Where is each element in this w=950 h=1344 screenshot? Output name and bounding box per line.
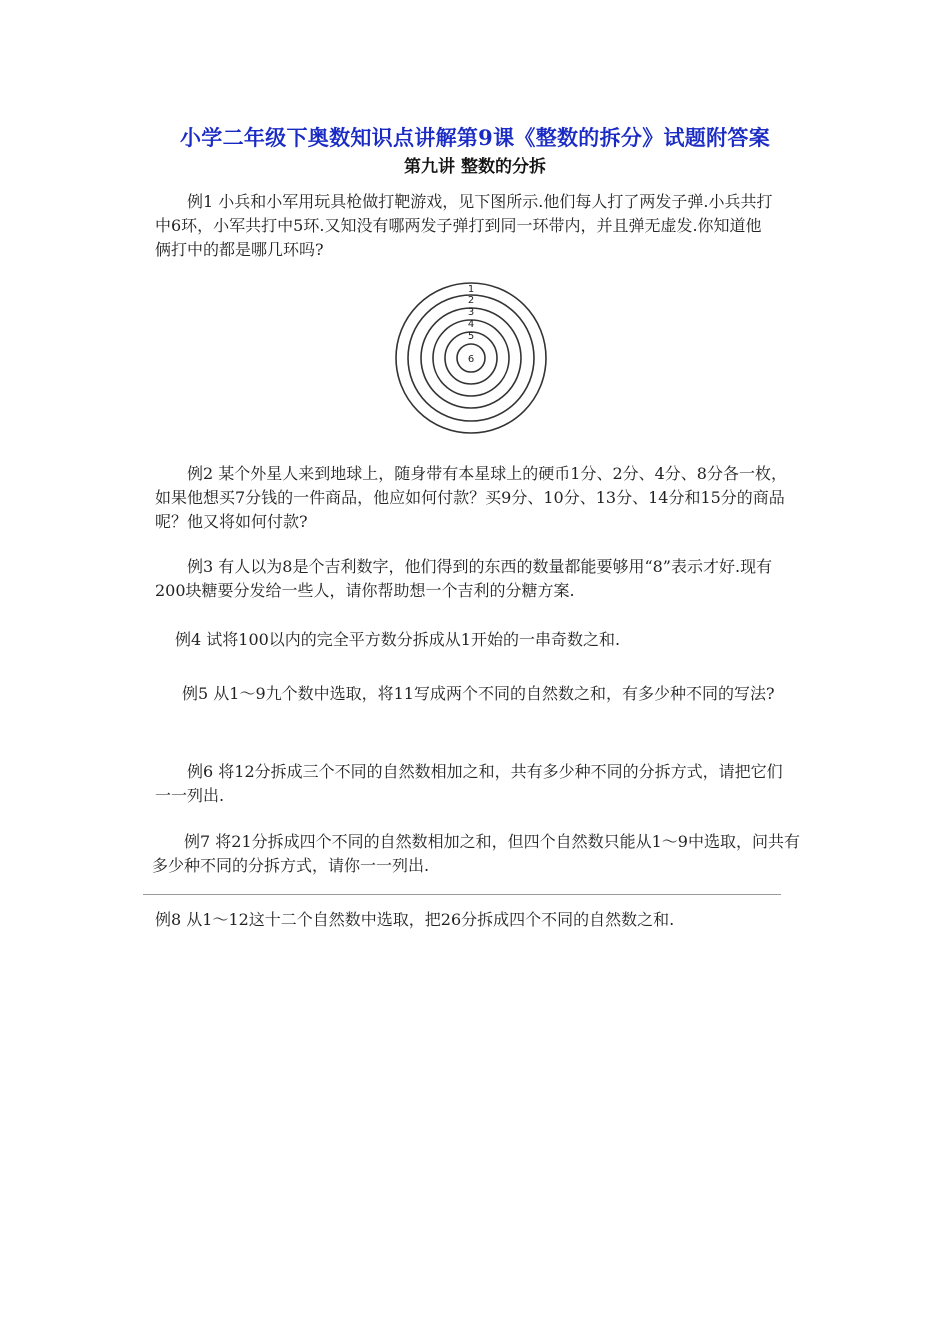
lecture-title: 第九讲 整数的分拆 (404, 157, 546, 177)
example-3: 例3 有人以为8是个吉利数字，他们得到的东西的数量都能要够用“8”表示才好.现有200块糖要分发给一些人，请你帮助想一个吉利的分糖方案. (155, 557, 773, 600)
ring-label-3: 3 (467, 307, 475, 318)
example-2: 例2 某个外星人来到地球上，随身带有本星球上的硬币1分、2分、4分、8分各一枚，如果他想买7分钱的一件商品，他应如何付款？买9分、10分、13分、14分和15分的商品呢？他又将如何付款? (155, 464, 787, 531)
document-title: 小学二年级下奥数知识点讲解第9课《整数的拆分》试题附答案 (179, 125, 770, 150)
ring-label-4: 4 (467, 319, 475, 330)
example-4: 例4 试将100以内的完全平方数分拆成从1开始的一串奇数之和. (175, 630, 621, 649)
example-5: 例5 从1～9九个数中选取，将11写成两个不同的自然数之和，有多少种不同的写法? (182, 684, 775, 703)
ring-label-2: 2 (467, 295, 475, 306)
example-6: 例6 将12分拆成三个不同的自然数相加之和，共有多少种不同的分拆方式，请把它们一一列出. (155, 762, 783, 805)
example-8: 例8 从1～12这十二个自然数中选取，把26分拆成四个不同的自然数之和. (155, 910, 675, 929)
ring-label-1: 1 (467, 284, 475, 295)
example-1: 例1 小兵和小军用玩具枪做打靶游戏，见下图所示.他们每人打了两发子弹.小兵共打中6环，小军共打中5环.又知没有哪两发子弹打到同一环带内，并且弹无虚发.你知道他俩打中的都是哪几环吗? (155, 192, 773, 259)
ring-label-6: 6 (467, 354, 475, 365)
section-divider (143, 894, 781, 895)
target-diagram (393, 280, 549, 436)
ring-label-5: 5 (467, 331, 475, 342)
example-7: 例7 将21分拆成四个不同的自然数相加之和，但四个自然数只能从1～9中选取，问共有多少种不同的分拆方式，请你一一列出. (152, 832, 800, 875)
